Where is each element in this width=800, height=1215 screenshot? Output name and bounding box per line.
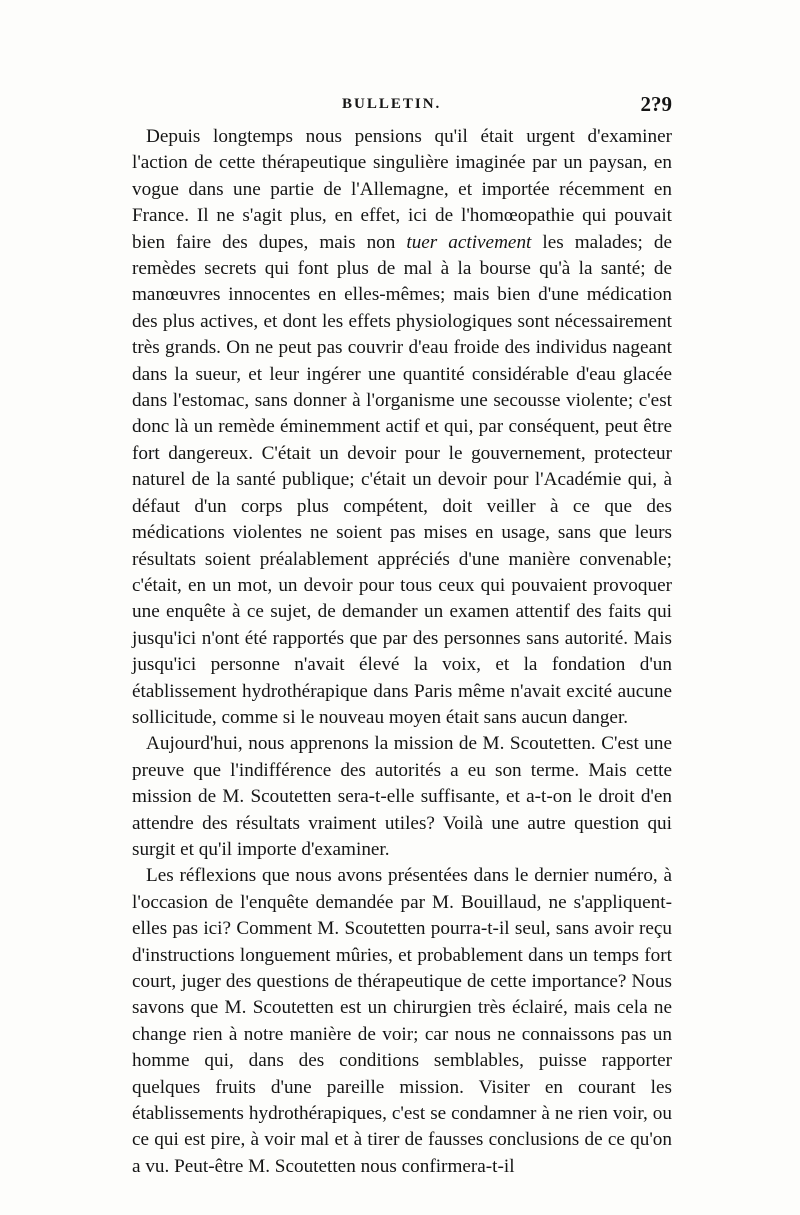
paragraph-1 xyxy=(132,124,672,731)
paragraph-1-text-start: Depuis longtemps nous pensions qu'il était urgent d'examiner l'action de cette thérapeutique singulière imaginée par un paysan, en vogue dans une partie de l'Allemagne, et importée récemment en France. Il ne s'agit plus, en effet, ici de l'homœopathie qui pouvait bien faire des dupes, mais non xyxy=(132,126,672,253)
paragraph-2: Aujourd'hui, nous apprenons la mission de M. Scoutetten. C'est une preuve que l'indifférence des autorités a eu son terme. Mais cette mission de M. Scoutetten sera-t-elle suffisante, et a-t-on le droit d'en attendre des résultats vraiment utiles? Voilà une autre question qui surgit et qu'il importe d'examiner. xyxy=(132,733,672,860)
running-head xyxy=(132,92,672,120)
paragraph-1-text-end: les malades; de remèdes secrets qui font plus de mal à la bourse qu'à la santé; de manœuvres innocentes en elles-mêmes; mais bien d'une médication des plus actives, et dont les effets physiologiques sont nécessairement très grands. On ne peut pas couvrir d'eau froide des individus nageant dans la sueur, et leur ingérer une quantité considérable d'eau glacée dans l'estomac, sans donner à l'organisme une secousse violente; c'est donc là un remède éminemment actif et qui, par conséquent, peut être fort dangereux. C'était un devoir pour le gouvernement, protecteur naturel de la santé publique; c'était un devoir pour l'Académie qui, à défaut d'un corps plus compétent, doit veiller à ce que des médications violentes ne soient pas mises en usage, sans que leurs résultats soient préalablement appréciés d'une manière convenable; c'était, en un mot, un devoir pour tous ceux qui pouvaient provoquer une enquête à ce sujet, de demander un examen attentif des faits qui jusqu'ici n'ont été rapportés que par des personnes sans autorité. Mais jusqu'ici personne n'avait élevé la voix, et la fondation d'un établissement hydrothérapique dans Paris même n'avait excité aucune sollicitude, comme si le nouveau moyen était sans aucun danger. xyxy=(132,231,673,728)
page-number: 2?9 xyxy=(640,92,672,116)
paragraph-1-emphasis: tuer activement xyxy=(406,231,532,253)
running-title: BULLETIN. xyxy=(342,96,442,112)
paragraph-3: Les réflexions que nous avons présentées dans le dernier numéro, à l'occasion de l'enquête demandée par M. Bouillaud, ne s'appliquent-elles pas ici? Comment M. Scoutetten pourra-t-il seul, sans avoir reçu d'instructions longuement mûries, et probablement dans un temps fort court, juger des questions de thérapeutique de cette importance? Nous savons que M. Scoutetten est un chirurgien très éclairé, mais cela ne change rien à notre manière de voir; car nous ne connaissons pas un homme qui, dans des conditions semblables, puisse rapporter quelques fruits d'une pareille mission. Visiter en courant les établissements hydrothérapiques, c'est se condamner à ne rien voir, ou ce qui est pire, à voir mal et à tirer de fausses conclusions de ce qu'on a vu. Peut-être M. Scoutetten nous confirmera-t-il xyxy=(132,865,672,1177)
body-text xyxy=(132,124,672,1180)
